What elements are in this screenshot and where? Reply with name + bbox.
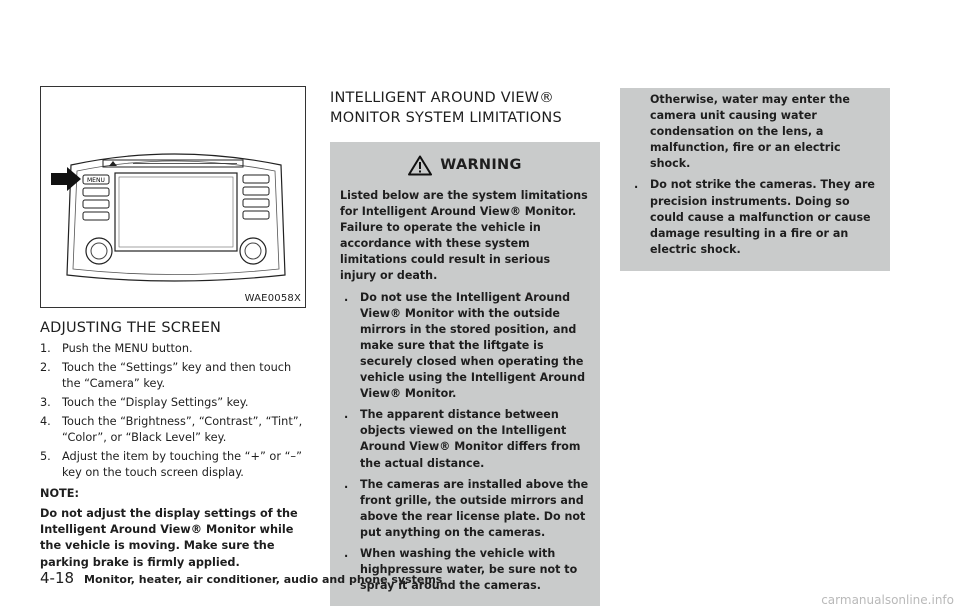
warning-header — [340, 152, 590, 178]
list-item: . The apparent distance between objects viewed on the Intelligent Around View® Monitor differs from the actual distance. — [344, 408, 581, 470]
warning-triangle-icon — [408, 155, 432, 176]
middle-column — [330, 88, 600, 606]
control-panel-illustration — [41, 87, 305, 307]
left-column — [40, 86, 308, 571]
adjusting-steps — [40, 341, 308, 481]
page-number: 4-18 — [40, 569, 75, 587]
note-label: NOTE: — [40, 487, 79, 500]
step-item: 1. Push the MENU button. — [40, 342, 193, 355]
list-item: . Do not use the Intelligent Around View® Monitor with the outside mirrors in the stored position, and make sure that the liftgate is securely closed when operating the vehicle using the Intelligent Around View® Monitor. — [344, 290, 586, 401]
warning-box-continued — [620, 88, 890, 271]
step-item: 2. Touch the “Settings” key and then touch the “Camera” key. — [40, 361, 292, 390]
page-footer — [40, 569, 442, 587]
warning-box — [330, 142, 600, 606]
watermark: carmanualsonline.info — [821, 593, 954, 607]
figure-code: WAE0058X — [244, 293, 301, 304]
svg-text:MENU: MENU — [87, 177, 105, 184]
list-item: . Do not strike the cameras. They are precision instruments. Doing so could cause a malfunction or cause damage resulting in a fire or an electric shock. — [634, 178, 875, 256]
section-title: Monitor, heater, air conditioner, audio and phone systems — [84, 573, 443, 586]
section-heading-adjusting: ADJUSTING THE SCREEN — [40, 320, 222, 336]
step-item: 5. Adjust the item by touching the “+” or “–” key on the touch screen display. — [40, 450, 302, 479]
note-text: Do not adjust the display settings of the Intelligent Around View® Monitor while the vehicle is moving. Make sure the parking brake is firmly applied. — [40, 507, 298, 569]
step-item: 4. Touch the “Brightness”, “Contrast”, “Tint”, “Color”, or “Black Level” key. — [40, 415, 303, 444]
list-item: . When washing the vehicle with highpressure water, be sure not to spray it around the cameras. — [344, 546, 578, 593]
warning-title: WARNING — [440, 157, 522, 173]
right-column — [620, 88, 890, 271]
step-item: 3. Touch the “Display Settings” key. — [40, 396, 249, 409]
warning-intro: Listed below are the system limitations for Intelligent Around View® Monitor. Failure to operate the vehicle in accordance with these system limitations could result in serious injury or death. — [340, 189, 588, 283]
control-panel-figure — [40, 86, 306, 308]
section-heading-limitations: INTELLIGENT AROUND VIEW® MONITOR SYSTEM LIMITATIONS — [330, 90, 562, 126]
list-item: . The cameras are installed above the front grille, the outside mirrors and above the rear license plate. Do not put anything on the cameras. — [344, 477, 589, 539]
warning-continued-text: Otherwise, water may enter the camera unit causing water condensation on the lens, a malfunction, fire or an electric shock. — [650, 93, 850, 171]
